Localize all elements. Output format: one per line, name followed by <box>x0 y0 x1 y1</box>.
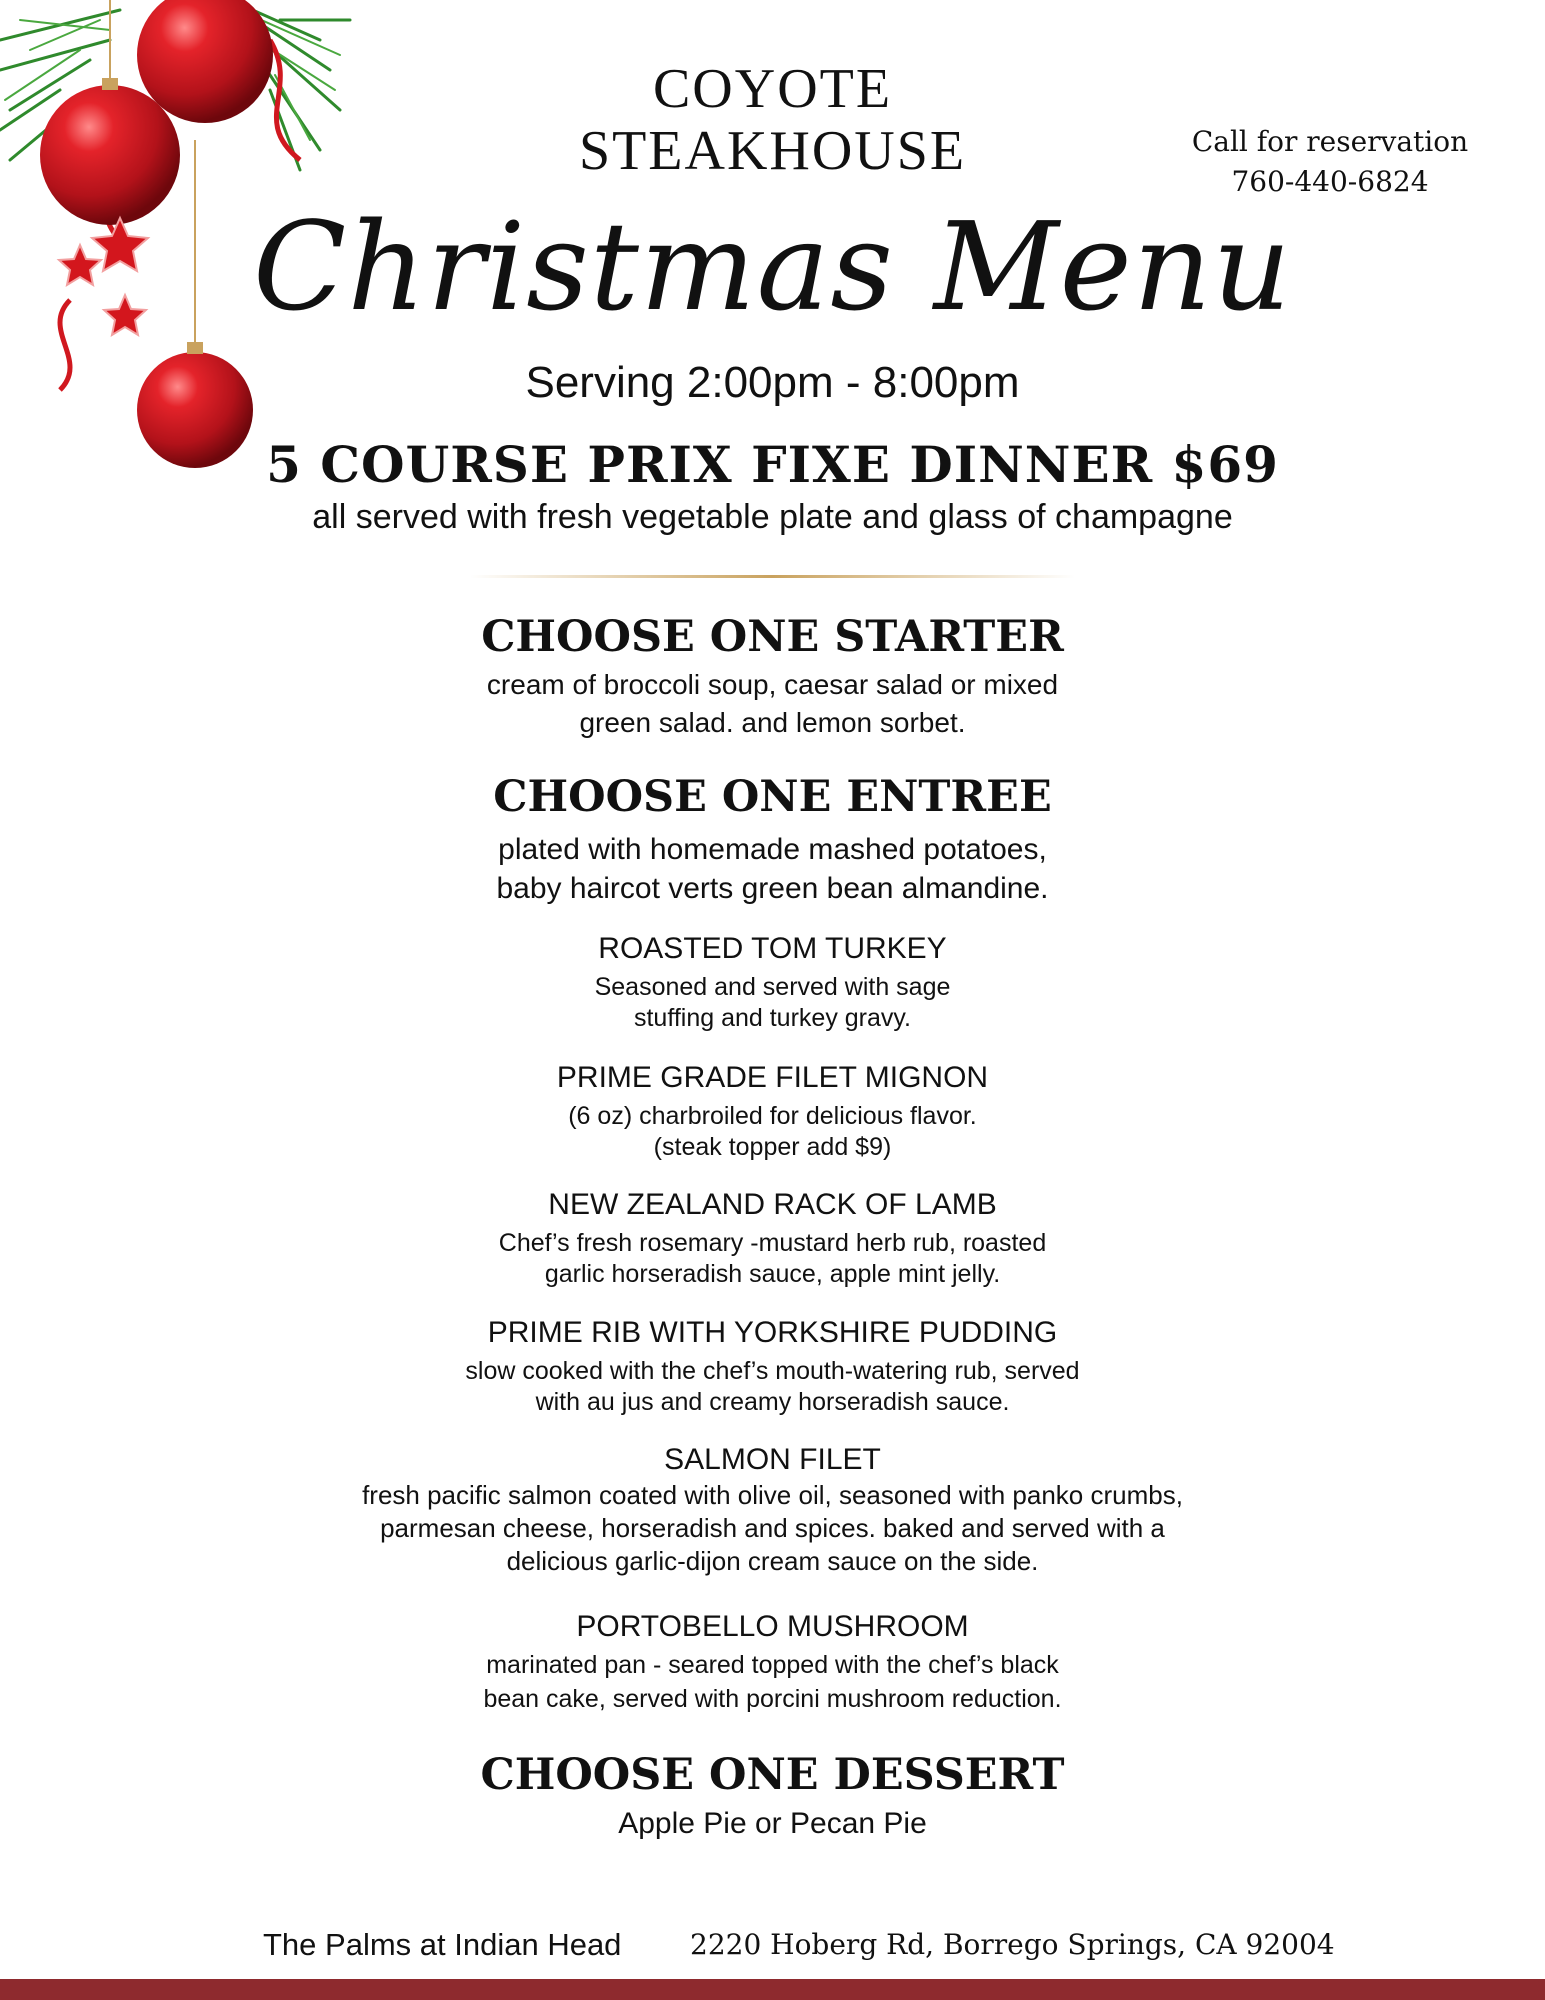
menu-item-description <box>0 1101 1545 1163</box>
menu-item-desc-line: Chef’s fresh rosemary -mustard herb rub, roasted <box>498 1229 1047 1257</box>
menu-item-description <box>0 972 1545 1034</box>
brand-line-1: COYOTE <box>652 58 893 120</box>
dessert-description: Apple Pie or Pecan Pie <box>618 1807 927 1840</box>
reservation-phone[interactable]: 760-440-6824 <box>1231 165 1429 198</box>
subtitle: all served with fresh vegetable plate and glass of champagne <box>312 498 1233 536</box>
menu-item-description <box>0 1479 1545 1578</box>
menu-item <box>0 1061 1545 1163</box>
menu-item-desc-line: bean cake, served with porcini mushroom reduction. <box>483 1685 1062 1713</box>
starter-title: CHOOSE ONE STARTER <box>481 612 1064 662</box>
menu-item-description <box>0 1648 1545 1716</box>
menu-item <box>0 932 1545 1034</box>
menu-item <box>0 1443 1545 1578</box>
menu-item-name: PRIME RIB WITH YORKSHIRE PUDDING <box>487 1316 1058 1349</box>
menu-item-name: PORTOBELLO MUSHROOM <box>576 1610 969 1643</box>
menu-item-name: PRIME GRADE FILET MIGNON <box>556 1061 989 1094</box>
menu-item-desc-line: stuffing and turkey gravy. <box>633 1004 911 1032</box>
entree-title: CHOOSE ONE ENTREE <box>493 772 1052 822</box>
menu-item-desc-line: with au jus and creamy horseradish sauce. <box>535 1388 1010 1416</box>
menu-item-name: ROASTED TOM TURKEY <box>598 932 947 965</box>
entree-description <box>0 830 1545 908</box>
menu-item-desc-line: fresh pacific salmon coated with olive oil, seasoned with panko crumbs, <box>362 1480 1183 1510</box>
dessert-title: CHOOSE ONE DESSERT <box>480 1750 1065 1800</box>
brand-line-2: STEAKHOUSE <box>578 120 967 182</box>
serving-hours: Serving 2:00pm - 8:00pm <box>525 358 1020 407</box>
bottom-color-bar <box>0 1979 1545 2000</box>
entree-desc-line: plated with homemade mashed potatoes, <box>498 833 1047 866</box>
reservation-info <box>1180 122 1480 202</box>
starter-description <box>0 666 1545 742</box>
menu-item-desc-line: garlic horseradish sauce, apple mint jelly. <box>544 1260 1001 1288</box>
menu-item-desc-line: parmesan cheese, horseradish and spices. baked and served with a <box>380 1513 1165 1543</box>
reservation-label: Call for reservation <box>1191 125 1469 158</box>
venue-name: The Palms at Indian Head <box>263 1927 622 1962</box>
menu-item <box>0 1188 1545 1290</box>
menu-item-name: SALMON FILET <box>664 1443 881 1476</box>
entree-desc-line: baby haircot verts green bean almandine. <box>496 872 1049 905</box>
page-title: Christmas Menu <box>253 196 1292 338</box>
menu-item-description <box>0 1356 1545 1418</box>
menu-item-name: NEW ZEALAND RACK OF LAMB <box>548 1188 997 1221</box>
menu-item-desc-line: marinated pan - seared topped with the chef’s black <box>486 1651 1059 1679</box>
menu-item-desc-line: delicious garlic-dijon cream sauce on the side. <box>506 1546 1039 1576</box>
gold-divider <box>470 575 1075 578</box>
menu-item-desc-line: slow cooked with the chef’s mouth-watering rub, served <box>465 1357 1080 1385</box>
menu-item-desc-line: (6 oz) charbroiled for delicious flavor. <box>568 1102 977 1130</box>
prix-fixe-heading: 5 COURSE PRIX FIXE DINNER $69 <box>266 435 1279 494</box>
menu-item-description <box>0 1228 1545 1290</box>
starter-desc-line: green salad. and lemon sorbet. <box>579 707 966 738</box>
menu-item-desc-line: (steak topper add $9) <box>653 1133 892 1161</box>
menu-item <box>0 1316 1545 1418</box>
menu-item <box>0 1610 1545 1716</box>
address: 2220 Hoberg Rd, Borrego Springs, CA 92004 <box>690 1928 1335 1961</box>
menu-item-desc-line: Seasoned and served with sage <box>594 973 951 1001</box>
starter-desc-line: cream of broccoli soup, caesar salad or mixed <box>486 669 1059 700</box>
